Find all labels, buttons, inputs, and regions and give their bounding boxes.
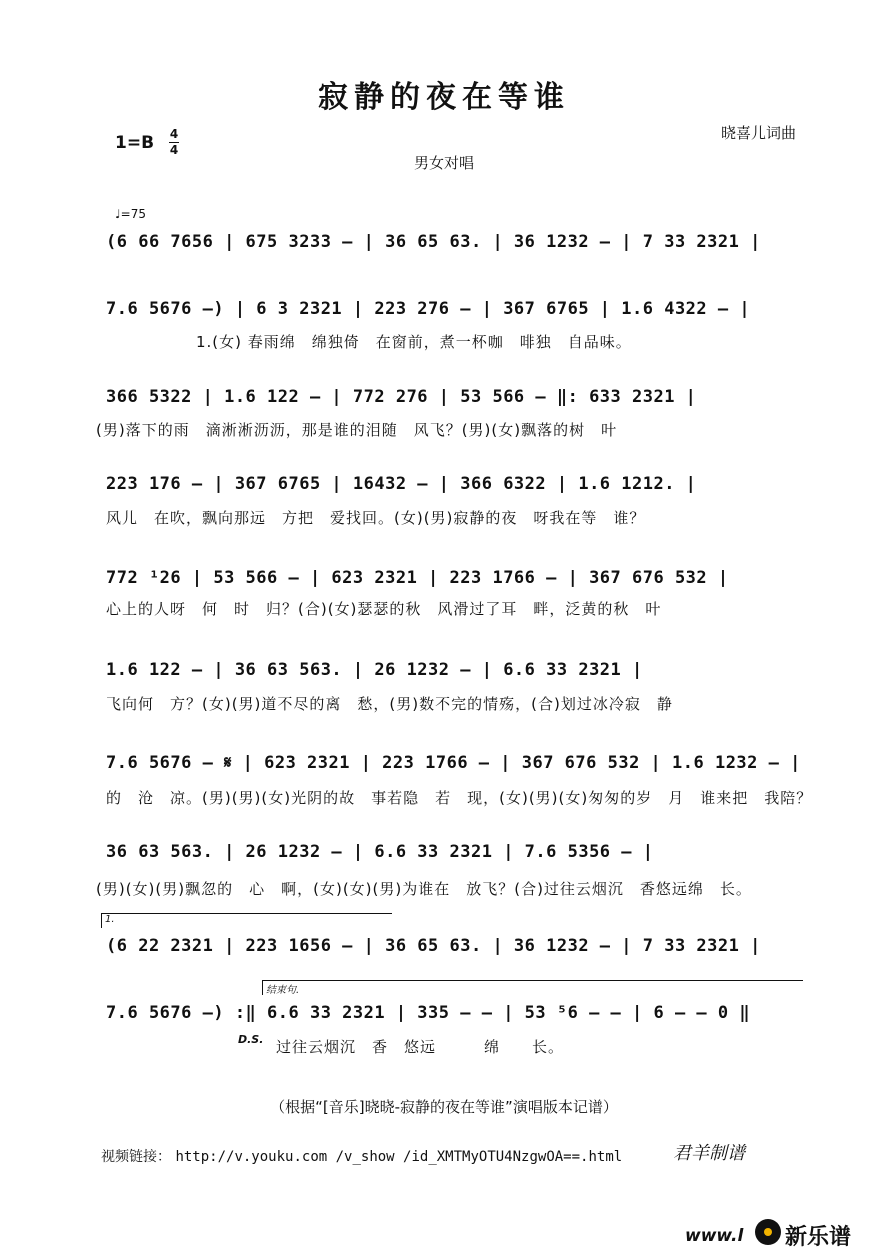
score-row-6-lyrics: 飞向何 方？(女)(男)道不尽的离 愁，(男)数不完的情殇，(合)划过冰冷寂 静 xyxy=(106,695,673,713)
page-title: 寂静的夜在等谁 xyxy=(318,80,570,115)
score-row-4-notes: 223 176 – | 367 6765 | 16432 – | 366 6322 | 1.6 1212. | xyxy=(106,474,697,494)
score-row-5-lyrics: 心上的人呀 何 时 归？(合)(女)瑟瑟的秋 风滑过了耳 畔，泛黄的秋 叶 xyxy=(106,600,662,618)
watermark-site-name: 新乐谱 xyxy=(785,1225,852,1250)
score-row-2-lyrics: 1.(女) 春雨绵 绵独倚 在窗前，煮一杯咖 啡独 自品味。 xyxy=(196,333,632,351)
first-ending-bracket xyxy=(101,913,392,928)
source-note: （根据“[音乐]晓晓-寂静的夜在等谁”演唱版本记谱） xyxy=(270,1098,618,1116)
video-link-url[interactable]: http://v.youku.com /v_show /id_XMTMyOTU4NzgwOA==.html xyxy=(175,1149,623,1165)
score-row-6-notes: 1.6 122 – | 36 63 563. | 26 1232 – | 6.6 33 2321 | xyxy=(106,660,643,680)
score-row-2-notes: 7.6 5676 –) | 6 3 2321 | 223 276 – | 367 6765 | 1.6 4322 – | xyxy=(106,299,751,319)
video-link-line xyxy=(101,1146,622,1166)
meter-bottom: 4 xyxy=(169,143,179,157)
meter-top: 4 xyxy=(169,127,179,141)
score-row-10-lyrics: 过往云烟沉 香 悠远 绵 长。 xyxy=(276,1038,565,1056)
video-link-label: 视频链接： xyxy=(101,1149,171,1165)
score-row-8-lyrics: (男)(女)(男)飘忽的 心 啊，(女)(女)(男)为谁在 放飞？(合)过往云烟沉 香悠远绵 长。 xyxy=(96,880,752,898)
score-row-9-notes: (6 22 2321 | 223 1656 – | 36 65 63. | 36 1232 – | 7 33 2321 | xyxy=(106,936,761,956)
watermark-url: www.l xyxy=(685,1226,744,1246)
transcriber-signature: 君羊制谱 xyxy=(673,1143,745,1164)
score-row-10-notes: 7.6 5676 –) :‖ 6.6 33 2321 | 335 – – | 53 ⁵6 – – | 6 – – 0 ‖ xyxy=(106,1003,751,1023)
performance-note: 男女对唱 xyxy=(413,154,474,172)
tempo-marking: ♩=75 xyxy=(115,207,146,221)
first-ending-label: 1. xyxy=(105,914,115,925)
ds-marking: D.S. xyxy=(238,1033,264,1046)
score-row-3-lyrics: (男)落下的雨 滴淅淅沥沥，那是谁的泪随 风飞？(男)(女)飘落的树 叶 xyxy=(96,421,618,439)
score-row-7-lyrics: 的 沧 凉。(男)(男)(女)光阴的故 事若隐 若 现，(女)(男)(女)匆匆的岁 月 谁来把 我陪？ xyxy=(106,789,813,807)
composer-credit: 晓喜儿词曲 xyxy=(720,124,796,142)
score-row-5-notes: 772 ¹26 | 53 566 – | 623 2321 | 223 1766 – | 367 676 532 | xyxy=(106,568,729,588)
score-row-4-lyrics: 风儿 在吹，飘向那远 方把 爱找回。(女)(男)寂静的夜 呀我在等 谁？ xyxy=(106,509,646,527)
watermark-logo-icon xyxy=(755,1219,781,1245)
ending-bracket xyxy=(262,980,803,995)
score-row-7-notes: 7.6 5676 – 𝄋 | 623 2321 | 223 1766 – | 367 676 532 | 1.6 1232 – | xyxy=(106,753,801,773)
ending-label: 结束句. xyxy=(266,985,300,996)
score-row-1-notes: (6 66 7656 | 675 3233 – | 36 65 63. | 36 1232 – | 7 33 2321 | xyxy=(106,232,761,252)
key-signature: 1=B xyxy=(115,133,155,153)
score-row-8-notes: 36 63 563. | 26 1232 – | 6.6 33 2321 | 7.6 5356 – | xyxy=(106,842,654,862)
score-row-3-notes: 366 5322 | 1.6 122 – | 772 276 | 53 566 – ‖: 633 2321 | xyxy=(106,387,697,407)
